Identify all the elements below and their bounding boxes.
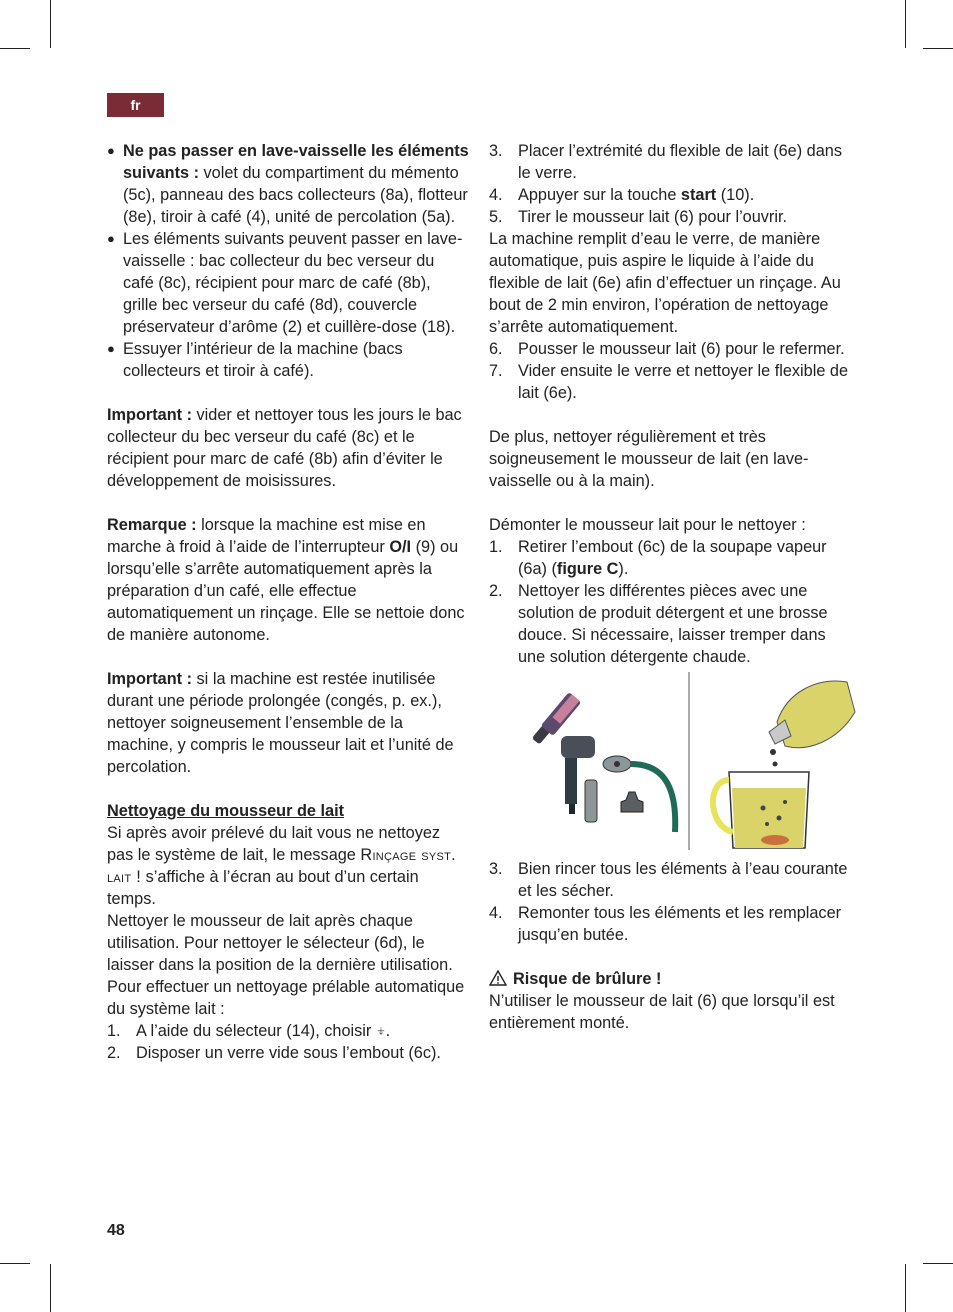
list-item: 6. Pousser le mousseur lait (6) pour le refermer. [489, 340, 845, 358]
list-item: 5. Tirer le mousseur lait (6) pour l’ouvrir. [489, 208, 788, 226]
crop-mark [50, 1264, 51, 1312]
crop-mark [0, 48, 30, 49]
paragraph: La machine remplit d’eau le verre, de manière automatique, puis aspire le liquide à l’aide du flexible de lait (6e) afin d’effectuer un rinçage. Au bout de 2 min environ, l’opération de nettoyage s’arrête automatiquement. [489, 230, 841, 336]
cleaning-illustration [517, 672, 857, 850]
nozzle-part-icon [585, 780, 597, 822]
measuring-jug-icon [713, 772, 809, 848]
paragraph: Si après avoir prélevé du lait vous ne nettoyez pas le système de lait, le message Rinçage syst. lait ! s’affiche à l’écran au bout d’un certain temps. [107, 824, 456, 908]
list-item: 2. Disposer un verre vide sous l’embout (6c). [107, 1044, 441, 1062]
section-title: Nettoyage du mousseur de lait [107, 802, 345, 820]
list-item: ● Ne pas passer en lave-vaisselle les éléments suivants : volet du compartiment du mémento (5c), panneau des bacs collecteurs (8a), flotteur (8e), tiroir à café (4), unité de percolation (5a). [107, 140, 469, 228]
right-column [489, 140, 849, 1034]
page-number: 48 [107, 1222, 125, 1239]
nozzle-cap-icon [621, 792, 643, 812]
important-note: Important : vider et nettoyer tous les jours le bac collecteur du bec verseur du café (8c) et le récipient pour marc de café (8b) afin d’éviter le développement de moisissures. [107, 406, 462, 490]
list-item: 7. Vider ensuite le verre et nettoyer le flexible de lait (6e). [489, 362, 849, 402]
list-item: 3. Bien rincer tous les éléments à l’eau courante et les sécher. [489, 860, 848, 900]
paragraph: Nettoyer le mousseur de lait après chaque utilisation. Pour nettoyer le sélecteur (6d), le laisser dans la position de la dernière utilisation. [107, 912, 453, 974]
list-item: 1. A l’aide du sélecteur (14), choisir ⍖. [107, 1022, 391, 1040]
list-item: 4. Remonter tous les éléments et les remplacer jusqu’en butée. [489, 904, 842, 944]
crop-mark [923, 48, 953, 49]
warning-icon [489, 970, 507, 986]
left-column [107, 140, 469, 1064]
crop-mark [905, 0, 906, 48]
important-note: Important : si la machine est restée inutilisée durant une période prolongée (congés, p. ex.), nettoyer soigneusement l’ensemble de la machine, y compris le mousseur lait et l’unité de percolation. [107, 670, 454, 776]
crop-mark [905, 1264, 906, 1312]
milk-clean-icon: ⍖ [375, 1022, 386, 1040]
crop-mark [0, 1263, 30, 1264]
list-item: 1. Retirer l’embout (6c) de la soupape vapeur (6a) (figure C). [489, 538, 827, 578]
warning-text: N’utiliser le mousseur de lait (6) que lorsqu’il est entièrement monté. [489, 992, 835, 1032]
list-item: ● Les éléments suivants peuvent passer en lave-vaisselle : bac collecteur du bec verseur du café (8c), récipient pour marc de café (8b), grille bec verseur du café (8d), couvercle préservateur d’arôme (2) et cuillère-dose (18). [107, 228, 469, 338]
crop-mark [50, 0, 51, 48]
list-item: 3. Placer l’extrémité du flexible de lait (6e) dans le verre. [489, 142, 842, 182]
list-item: 2. Nettoyer les différentes pièces avec une solution de produit détergent et une brosse douce. Si nécessaire, laisser tremper dans une solution détergente chaude. [489, 582, 828, 666]
list-item: 4. Appuyer sur la touche start (10). [489, 186, 755, 204]
remark-note: Remarque : lorsque la machine est mise en marche à froid à l’aide de l’interrupteur O/I (9) ou lorsqu’elle s’arrête automatiquement après la préparation d’un café, elle effectue automatiquement un rinçage. Elle se nettoie donc de manière autonome. [107, 516, 465, 644]
crop-mark [923, 1263, 953, 1264]
warning-title: Risque de brûlure ! [489, 968, 849, 990]
detergent-bottle-icon [769, 681, 855, 766]
paragraph: Démonter le mousseur lait pour le nettoyer : [489, 516, 806, 534]
language-tag: fr [107, 93, 164, 117]
paragraph: De plus, nettoyer régulièrement et très soigneusement le mousseur de lait (en lave-vaisselle ou à la main). [489, 428, 809, 490]
list-item: ● Essuyer l’intérieur de la machine (bacs collecteurs et tiroir à café). [107, 338, 469, 382]
paragraph: Pour effectuer un nettoyage prélable automatique du système lait : [107, 978, 465, 1018]
